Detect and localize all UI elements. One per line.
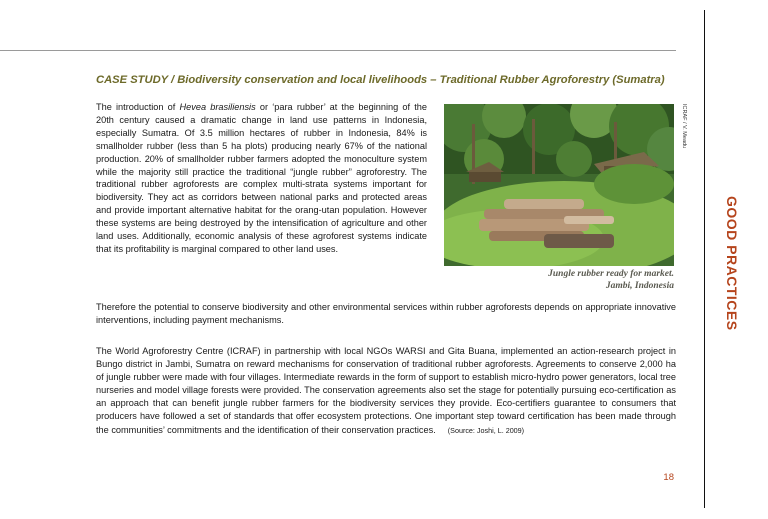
intro-paragraph-end: Therefore the potential to conserve biodiversity and other environmental services within rubber agroforests depends on appropriate innovative interventions, including payment mechanisms. [96,302,676,325]
caption-line-1: Jungle rubber ready for market. [548,269,674,279]
photo-caption [444,268,674,292]
jungle-rubber-photo [444,104,674,266]
intro-body-text: or ‘para rubber’ at the beginning of the 20th century caused a dramatic change in land use patterns in Indonesia, especially Sumatra. Of 3.5 million hectares of rubber in Indonesia, 84% is smallholder rubber (less than 5 ha plots) producing nearly 67% of the national production. 20% of smallholder rubber farmers adopted the monoculture system while the majority still practice the traditional “jungle rubber” agroforestry. The traditional rubber agroforests are complex multi-strata systems important for biodiversity. They act as corridors between national parks and protected areas and provide important alternative habitat for the orang-utan population. However these systems are being destroyed by the intensification of agriculture and other land uses. Additionally, economic analysis of these agroforest systems indicate that its profitability is marginal compared to other land uses. [96,102,427,254]
source-citation: (Source: Joshi, L. 2009) [447,425,525,435]
intro-text: The introduction of [96,102,180,112]
species-name: Hevea brasiliensis [179,102,256,112]
header-divider [0,50,676,51]
intro-paragraph [96,101,427,256]
caption-line-2: Jambi, Indonesia [605,281,674,291]
page-number: 18 [663,472,674,483]
sidebar-divider [704,10,705,508]
icraf-text: The World Agroforestry Centre (ICRAF) in partnership with local NGOs WARSI and Gita Buana, implemented an action-research project in Bungo district in Jambi, Sumatra on reward mechanisms for conservation of traditional rubber agroforests. Agreements to conserve 2,000 ha of jungle rubber were made with four villages. Intermediate rewards in the form of support to establish micro-hydro power generators, local tree nurseries and model village forests were provided. The conservation agreements also set the stage for potentially pursuing eco-certification as an approach that can benefit jungle rubber farmers for the biodiversity services they provide. Eco-certifiers guarantee to consumers that producers have followed a set of standards that offer ecosystem protections. One important step toward certification has been made through the communities’ commitments and the identification of their conservation practices. [96,346,676,435]
photo-credit: ICRAF / V. Meadu [681,104,687,149]
section-label: GOOD PRACTICES [724,195,740,331]
icraf-paragraph [96,345,676,437]
case-study-title: CASE STUDY / Biodiversity conservation and local livelihoods – Traditional Rubber Agroforestry (Sumatra) [96,74,665,86]
